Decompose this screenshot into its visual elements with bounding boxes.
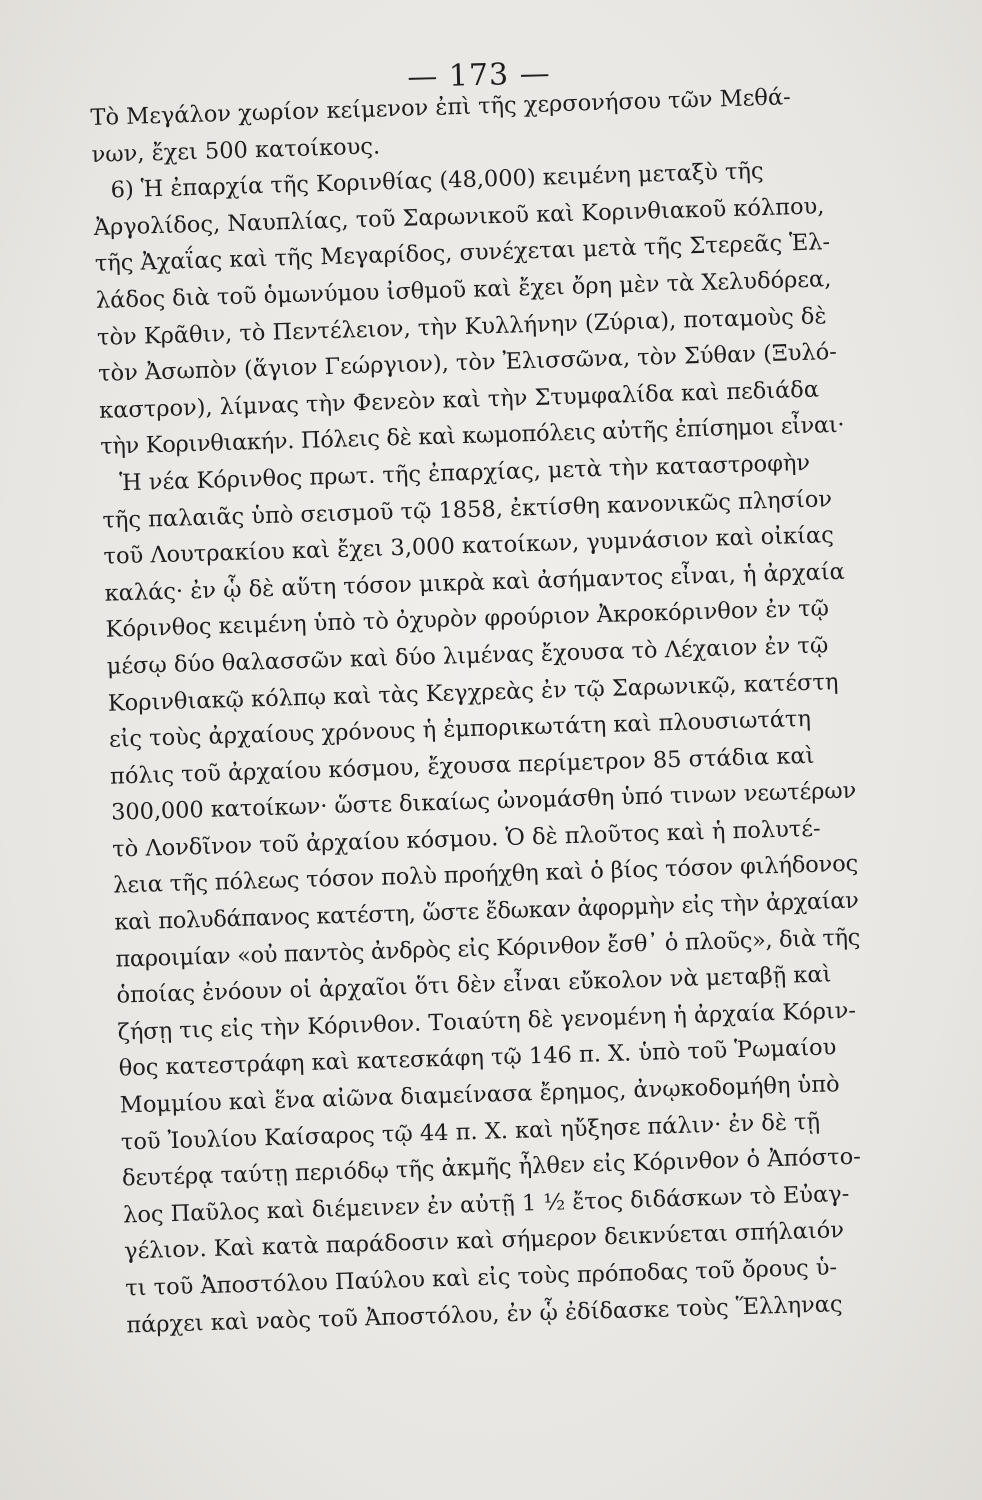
text-line: πόλις τοῦ ἀρχαίου κόσμου, ἔχουσα περίμετρον 85 στάδια καὶ bbox=[109, 742, 815, 790]
text-line: Κορινθιακῷ κόλπῳ καὶ τὰς Κεγχρεὰς ἐν τῷ Σαρωνικῷ, κατέστη bbox=[107, 668, 839, 717]
text-line: τὸν Κρᾶθιν, τὸ Πεντέλειον, τὴν Κυλλήνην (Ζύρια), ποταμοὺς δὲ bbox=[96, 302, 827, 351]
text-line: εἰς τοὺς ἀρχαίους χρόνους ἡ ἐμπορικωτάτη καὶ πλουσιωτάτη bbox=[108, 705, 812, 753]
text-line: ζήσῃ τις εἰς τὴν Κόρινθον. Τοιαύτη δὲ γενομένη ἡ ἀρχαία Κόριν- bbox=[117, 997, 857, 1046]
text-line: ὁποίας ἐνόουν οἱ ἀρχαῖοι ὅτι δὲν εἶναι εὔκολον νὰ μεταβῇ καὶ bbox=[116, 961, 832, 1009]
text-line: τὸ Λονδῖνον τοῦ ἀρχαίου κόσμου. Ὁ δὲ πλοῦτος καὶ ἡ πολυτέ- bbox=[111, 815, 821, 863]
text-line: 300,000 κατοίκων· ὥστε δικαίως ὠνομάσθη ὑπό τινων νεωτέρων bbox=[110, 777, 857, 826]
text-line: λάδος διὰ τοῦ ὁμωνύμου ἰσθμοῦ καὶ ἔχει ὄρη μὲν τὰ Χελυδόρεα, bbox=[95, 266, 832, 314]
text-line: καλάς· ἐν ᾧ δὲ αὕτη τόσον μικρὰ καὶ ἀσήμαντος εἶναι, ἡ ἀρχαία bbox=[104, 558, 846, 607]
text-line: τοῦ Ἰουλίου Καίσαρος τῷ 44 π. Χ. καὶ ηὔξησε πάλιν· ἐν δὲ τῇ bbox=[120, 1108, 821, 1156]
page-number: — 173 — bbox=[406, 56, 552, 95]
text-line: πάρχει καὶ ναὸς τοῦ Ἀποστόλου, ἐν ᾧ ἐδίδασκε τοὺς Ἕλληνας bbox=[125, 1290, 843, 1339]
text-line: λος Παῦλος καὶ διέμεινεν ἐν αὐτῇ 1 ½ ἔτος διδάσκων τὸ Εὐαγ- bbox=[122, 1180, 850, 1229]
text-line: τῆς Ἀχαΐας καὶ τῆς Μεγαρίδος, συνέχεται μετὰ τῆς Στερεᾶς Ἑλ- bbox=[94, 229, 831, 278]
text-line: θος κατεστράφη καὶ κατεσκάφη τῷ 146 π. Χ. ὑπὸ τοῦ Ῥωμαίου bbox=[118, 1034, 837, 1083]
text-line: τι τοῦ Ἀποστόλου Παύλου καὶ εἰς τοὺς πρόποδας τοῦ ὄρους ὑ- bbox=[124, 1254, 838, 1302]
body-text bbox=[90, 78, 872, 1344]
text-line: Τὸ Μεγάλον χωρίον κείμενον ἐπὶ τῆς χερσονήσου τῶν Μεθά- bbox=[90, 84, 792, 131]
text-line: γέλιον. Καὶ κατὰ παράδοσιν καὶ σήμερον δεικνύεται σπήλαιόν bbox=[123, 1217, 845, 1265]
text-line: τῆς παλαιᾶς ὑπὸ σεισμοῦ τῷ 1858, ἐκτίσθη κανονικῶς πλησίον bbox=[102, 485, 833, 534]
text-line: 6) Ἡ ἐπαρχία τῆς Κορινθίας (48,000) κειμένη μεταξὺ τῆς bbox=[110, 158, 764, 204]
text-line: τὴν Κορινθιακήν. Πόλεις δὲ καὶ κωμοπόλεις αὐτῆς ἐπίσημοι εἶναι· bbox=[99, 412, 845, 461]
text-line: παροιμίαν «οὐ παντὸς ἀνδρὸς εἰς Κόρινθον ἔσθ᾽ ὁ πλοῦς», διὰ τῆς bbox=[115, 924, 861, 973]
text-line: καστρον), λίμνας τὴν Φενεὸν καὶ τὴν Στυμφαλίδα καὶ πεδιάδα bbox=[98, 376, 820, 424]
text-line: καὶ πολυδάπανος κατέστη, ὥστε ἔδωκαν ἀφορμὴν εἰς τὴν ἀρχαίαν bbox=[114, 887, 859, 936]
text-line: Κόρινθος κειμένη ὑπὸ τὸ ὀχυρὸν φρούριον Ἀκροκόρινθον ἐν τῷ bbox=[105, 595, 830, 644]
text-line: λεια τῆς πόλεως τόσον πολὺ προήχθη καὶ ὁ βίος τόσον φιλήδονος bbox=[112, 851, 859, 900]
text-line: δευτέρᾳ ταύτῃ περιόδῳ τῆς ἀκμῆς ἦλθεν εἰς Κόρινθον ὁ Ἀπόστο- bbox=[121, 1143, 862, 1192]
text-line: Μομμίου καὶ ἕνα αἰῶνα διαμείνασα ἔρημος, ἀνῳκοδομήθη ὑπὸ bbox=[119, 1071, 840, 1119]
text-line: Ἡ νέα Κόρινθος πρωτ. τῆς ἐπαρχίας, μετὰ τὴν καταστροφὴν bbox=[118, 449, 811, 497]
text-line: Ἀργολίδος, Ναυπλίας, τοῦ Σαρωνικοῦ καὶ Κορινθιακοῦ κόλπου, bbox=[93, 193, 825, 241]
text-line: τοῦ Λουτρακίου καὶ ἔχει 3,000 κατοίκων, γυμνάσιον καὶ οἰκίας bbox=[103, 522, 835, 570]
text-line: τὸν Ἀσωπὸν (ἅγιον Γεώργιον), τὸν Ἐλισσῶνα, τὸν Σύθαν (Ξυλό- bbox=[97, 339, 838, 388]
text-line: νων, ἔχει 500 κατοίκους. bbox=[91, 133, 381, 168]
text-line: μέσῳ δύο θαλασσῶν καὶ δύο λιμένας ἔχουσα τὸ Λέχαιον ἐν τῷ bbox=[106, 632, 829, 680]
